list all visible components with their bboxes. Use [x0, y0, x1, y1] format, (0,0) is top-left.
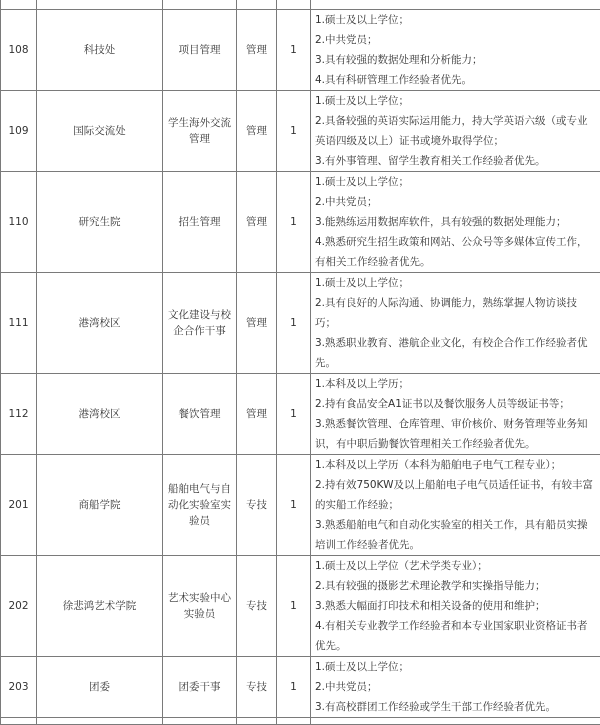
- post-type-cell: 管理: [237, 10, 277, 91]
- requirement-line: 1.本科及以上学历（本科为船舶电子电气工程专业）；: [315, 455, 597, 475]
- post-name-cell: 餐饮管理: [163, 374, 237, 455]
- requirement-line: 1.硕士及以上学位；: [315, 91, 597, 111]
- requirement-line: 3.熟悉大幅面打印技术和相关设备的使用和维护；: [315, 596, 597, 616]
- position-code-cell: 111: [1, 273, 37, 374]
- headcount-cell: 1: [277, 10, 311, 91]
- requirement-line: 1.硕士及以上学位；: [315, 657, 597, 677]
- requirement-line: 1.硕士及以上学位；: [315, 172, 597, 192]
- requirement-line: 4.有相关专业教学工作经验者和本专业国家职业资格证书者优先。: [315, 616, 597, 656]
- post-name-cell: 艺术实验中心实验员: [163, 556, 237, 657]
- position-code-cell: 109: [1, 91, 37, 172]
- department-cell: 科技处: [37, 10, 163, 91]
- requirement-line: 1.硕士及以上学位；: [315, 273, 597, 293]
- requirements-cell: [311, 10, 600, 91]
- post-type-cell: 专技: [237, 455, 277, 556]
- table-row: [1, 556, 600, 657]
- requirements-cell: [311, 91, 600, 172]
- table-row-partial-bottom: [1, 718, 600, 725]
- requirement-line: 2.具有较强的摄影艺术理论教学和实操指导能力；: [315, 576, 597, 596]
- department-cell: 国际交流处: [37, 91, 163, 172]
- requirement-line: 3.熟悉船舶电气和自动化实验室的相关工作，具有船员实操培训工作经验者优先。: [315, 515, 597, 555]
- headcount-cell: 1: [277, 273, 311, 374]
- post-type-cell: 专技: [237, 556, 277, 657]
- post-name-cell: 项目管理: [163, 10, 237, 91]
- headcount-cell: 1: [277, 556, 311, 657]
- requirement-line: 3.熟悉餐饮管理、仓库管理、审价核价、财务管理等业务知识，有中职后勤餐饮管理相关工作经验者优先。: [315, 414, 597, 454]
- post-name-cell: 团委干事: [163, 657, 237, 718]
- requirements-cell: [311, 455, 600, 556]
- post-type-cell: 管理: [237, 374, 277, 455]
- table-row: [1, 91, 600, 172]
- requirement-line: 2.具备较强的英语实际运用能力，持大学英语六级（或专业英语四级及以上）证书或境外取得学位；: [315, 111, 597, 151]
- table-row: [1, 273, 600, 374]
- headcount-cell: 1: [277, 374, 311, 455]
- department-cell: 徐悲鸿艺术学院: [37, 556, 163, 657]
- requirement-line: 4.具有科研管理工作经验者优先。: [315, 70, 597, 90]
- position-code-cell: 202: [1, 556, 37, 657]
- position-code-cell: 112: [1, 374, 37, 455]
- post-name-cell: 学生海外交流管理: [163, 91, 237, 172]
- positions-table-body: [1, 0, 600, 725]
- headcount-cell: 1: [277, 172, 311, 273]
- requirement-line: 1.硕士及以上学位（艺术学类专业）；: [315, 556, 597, 576]
- position-code-cell: 201: [1, 455, 37, 556]
- requirement-line: 2.中共党员；: [315, 192, 597, 212]
- department-cell: 商船学院: [37, 455, 163, 556]
- requirement-line: 3.熟悉职业教育、港航企业文化，有校企合作工作经验者优先。: [315, 333, 597, 373]
- post-type-cell: 管理: [237, 91, 277, 172]
- requirement-line: 2.中共党员；: [315, 677, 597, 697]
- post-name-cell: 招生管理: [163, 172, 237, 273]
- post-type-cell: 管理: [237, 172, 277, 273]
- requirement-line: 3.具有较强的数据处理和分析能力；: [315, 50, 597, 70]
- requirements-cell: [311, 172, 600, 273]
- position-code-cell: 203: [1, 657, 37, 718]
- requirement-line: 1.本科及以上学历；: [315, 374, 597, 394]
- requirements-cell: [311, 273, 600, 374]
- post-name-cell: 文化建设与校企合作干事: [163, 273, 237, 374]
- requirement-line: 2.中共党员；: [315, 30, 597, 50]
- position-code-cell: 110: [1, 172, 37, 273]
- table-row: [1, 374, 600, 455]
- department-cell: 港湾校区: [37, 273, 163, 374]
- requirement-line: 3.有外事管理、留学生教育相关工作经验者优先。: [315, 151, 597, 171]
- requirement-line: 2.持有效750KW及以上船舶电子电气员适任证书，有较丰富的实船工作经验；: [315, 475, 597, 515]
- post-type-cell: 管理: [237, 273, 277, 374]
- position-code-cell: 108: [1, 10, 37, 91]
- table-row: [1, 657, 600, 718]
- requirement-line: 4.熟悉研究生招生政策和网站、公众号等多媒体宣传工作，有相关工作经验者优先。: [315, 232, 597, 272]
- table-row-partial-top: [1, 0, 600, 10]
- requirements-cell: [311, 657, 600, 718]
- requirement-line: 2.具有良好的人际沟通、协调能力，熟练掌握人物访谈技巧；: [315, 293, 597, 333]
- requirements-cell: [311, 374, 600, 455]
- table-row: [1, 455, 600, 556]
- post-name-cell: 船舶电气与自动化实验室实验员: [163, 455, 237, 556]
- requirements-cell: [311, 556, 600, 657]
- department-cell: 团委: [37, 657, 163, 718]
- post-type-cell: 专技: [237, 657, 277, 718]
- headcount-cell: 1: [277, 657, 311, 718]
- headcount-cell: 1: [277, 91, 311, 172]
- requirement-line: 3.能熟练运用数据库软件，具有较强的数据处理能力；: [315, 212, 597, 232]
- requirement-line: 1.硕士及以上学位；: [315, 10, 597, 30]
- requirement-line: 2.持有食品安全A1证书以及餐饮服务人员等级证书等；: [315, 394, 597, 414]
- requirement-line: 3.有高校群团工作经验或学生干部工作经验者优先。: [315, 697, 597, 717]
- department-cell: 港湾校区: [37, 374, 163, 455]
- headcount-cell: 1: [277, 455, 311, 556]
- department-cell: 研究生院: [37, 172, 163, 273]
- table-row: [1, 172, 600, 273]
- table-row: [1, 10, 600, 91]
